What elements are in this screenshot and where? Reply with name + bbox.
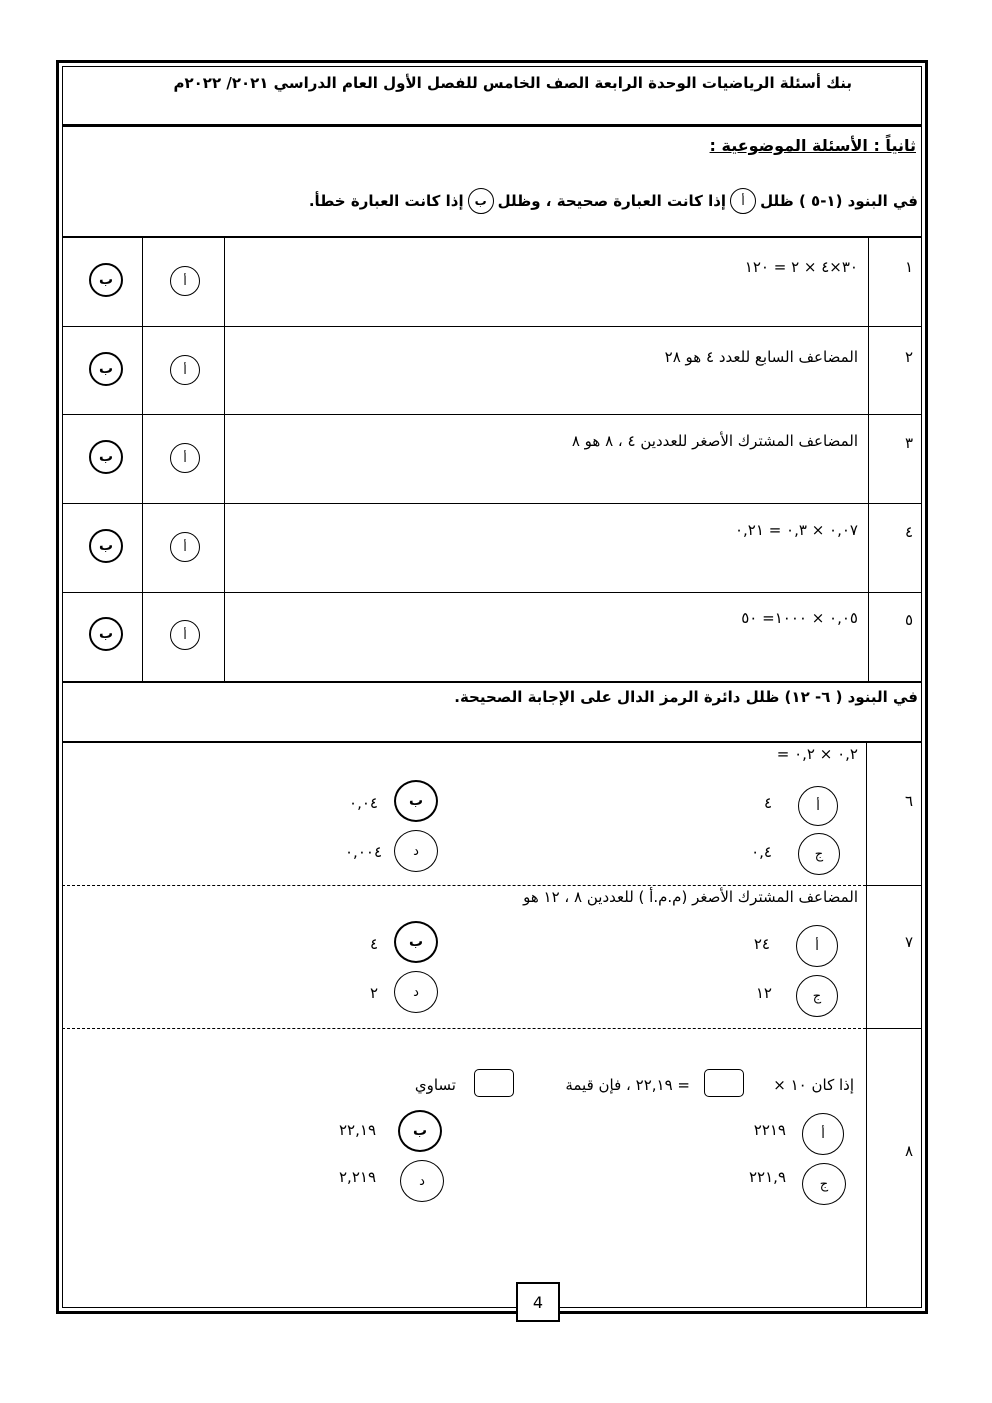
tf-col-divider <box>142 236 143 681</box>
mc-option-a-circle[interactable]: أ <box>796 925 838 967</box>
tf-instruction-suffix: إذا كانت العبارة خطأ. <box>308 192 464 210</box>
mc-option-b-circle[interactable]: ب <box>394 780 438 822</box>
page-title: بنك أسئلة الرياضيات الوحدة الرابعة الصف الخامس للفصل الأول العام الدراسي ٢٠٢١/ ٢٠٢٢م <box>173 74 852 92</box>
tf-option-a[interactable]: أ <box>170 266 200 296</box>
page-border-inner <box>62 66 922 1308</box>
mc-option-c-value: ٢٢١,٩ <box>749 1168 786 1186</box>
tf-table-bottom <box>62 681 922 683</box>
tf-option-b[interactable]: ب <box>89 617 123 651</box>
mc-row-divider <box>866 885 922 886</box>
tf-item-statement: ٣٠×٤ × ٢ = ١٢٠ <box>744 258 858 276</box>
mc-question: ٠,٢ × ٠,٢ = <box>776 745 858 763</box>
tf-instruction-b-circle: ب <box>468 188 494 214</box>
mc-option-d-value: ٢ <box>369 984 378 1002</box>
tf-option-b[interactable]: ب <box>89 263 123 297</box>
tf-option-a[interactable]: أ <box>170 620 200 650</box>
mc-option-b-value: ٠,٠٤ <box>349 794 378 812</box>
mc-row-divider <box>62 885 866 886</box>
mc-option-c-value: ١٢ <box>755 984 772 1002</box>
mc-option-d-circle[interactable]: د <box>394 830 438 872</box>
tf-item-statement: ٠,٠٥ × ١٠٠٠= ٥٠ <box>741 609 858 627</box>
mc-question-part2: = ٢٢,١٩ ، فإن قيمة <box>565 1076 690 1094</box>
tf-item-number: ٣ <box>904 434 914 452</box>
tf-item-number: ١ <box>904 258 914 276</box>
tf-instruction <box>309 188 918 214</box>
tf-col-divider <box>868 236 869 681</box>
mc-row-divider <box>62 1028 866 1029</box>
tf-item-number: ٥ <box>904 611 914 629</box>
mc-item-number: ٦ <box>904 792 914 810</box>
mc-option-b-value: ٤ <box>369 935 378 953</box>
tf-row-divider <box>62 503 922 504</box>
mc-option-a-circle[interactable]: أ <box>802 1113 844 1155</box>
tf-row-divider <box>62 414 922 415</box>
tf-row-divider <box>62 326 922 327</box>
mc-option-c-circle[interactable]: ج <box>802 1163 846 1205</box>
blank-box <box>474 1069 514 1097</box>
mc-option-b-circle[interactable]: ب <box>394 921 438 963</box>
section-heading: ثانياً : الأسئلة الموضوعية : <box>709 136 916 155</box>
mc-option-b-value: ٢٢,١٩ <box>339 1121 376 1139</box>
tf-item-statement: المضاعف السابع للعدد ٤ هو ٢٨ <box>664 348 858 366</box>
mc-option-c-circle[interactable]: ج <box>798 833 840 875</box>
mc-option-b-circle[interactable]: ب <box>398 1110 442 1152</box>
tf-option-b[interactable]: ب <box>89 440 123 474</box>
mc-option-a-circle[interactable]: أ <box>798 786 838 826</box>
mc-option-d-circle[interactable]: د <box>394 971 438 1013</box>
header-divider <box>62 124 922 127</box>
tf-instruction-a-circle: أ <box>730 188 756 214</box>
mc-option-d-circle[interactable]: د <box>400 1160 444 1202</box>
mc-col-divider <box>866 741 867 1308</box>
tf-col-divider <box>224 236 225 681</box>
blank-box <box>704 1069 744 1097</box>
tf-instruction-mid: إذا كانت العبارة صحيحة ، وظلل <box>497 192 727 210</box>
mc-item-number: ٧ <box>904 933 914 951</box>
mc-option-a-value: ٢٢١٩ <box>753 1121 786 1139</box>
mc-row-divider <box>866 1028 922 1029</box>
tf-option-a[interactable]: أ <box>170 443 200 473</box>
tf-row-divider <box>62 592 922 593</box>
mc-option-d-value: ٢,٢١٩ <box>339 1168 376 1186</box>
page-number: 4 <box>516 1282 560 1322</box>
mc-option-a-value: ٤ <box>763 794 772 812</box>
mc-table-top <box>62 741 922 743</box>
mc-question-part1: إذا كان ١٠ × <box>773 1076 854 1094</box>
tf-option-a[interactable]: أ <box>170 355 200 385</box>
tf-item-number: ٤ <box>904 523 914 541</box>
tf-option-b[interactable]: ب <box>89 529 123 563</box>
tf-option-b[interactable]: ب <box>89 352 123 386</box>
mc-question-part3: تساوي <box>414 1076 456 1094</box>
mc-instruction: في البنود ( ٦- ١٢) ظلل دائرة الرمز الدال على الإجابة الصحيحة. <box>454 688 918 706</box>
tf-item-statement: ٠,٠٧ × ٠,٣ = ٠,٢١ <box>734 521 858 539</box>
mc-option-c-circle[interactable]: ج <box>796 975 838 1017</box>
mc-option-c-value: ٠,٤ <box>751 843 772 861</box>
mc-question: المضاعف المشترك الأصغر (م.م.أ ) للعددين ٨ ، ١٢ هو <box>523 888 858 906</box>
tf-table-top <box>62 236 922 238</box>
tf-instruction-prefix: في البنود (١-٥ ) ظلل <box>760 192 918 210</box>
tf-item-number: ٢ <box>904 348 914 366</box>
mc-option-a-value: ٢٤ <box>753 935 770 953</box>
mc-item-number: ٨ <box>904 1142 914 1160</box>
mc-option-d-value: ٠,٠٠٤ <box>345 843 382 861</box>
tf-option-a[interactable]: أ <box>170 532 200 562</box>
tf-item-statement: المضاعف المشترك الأصغر للعددين ٤ ، ٨ هو ٨ <box>571 432 858 450</box>
